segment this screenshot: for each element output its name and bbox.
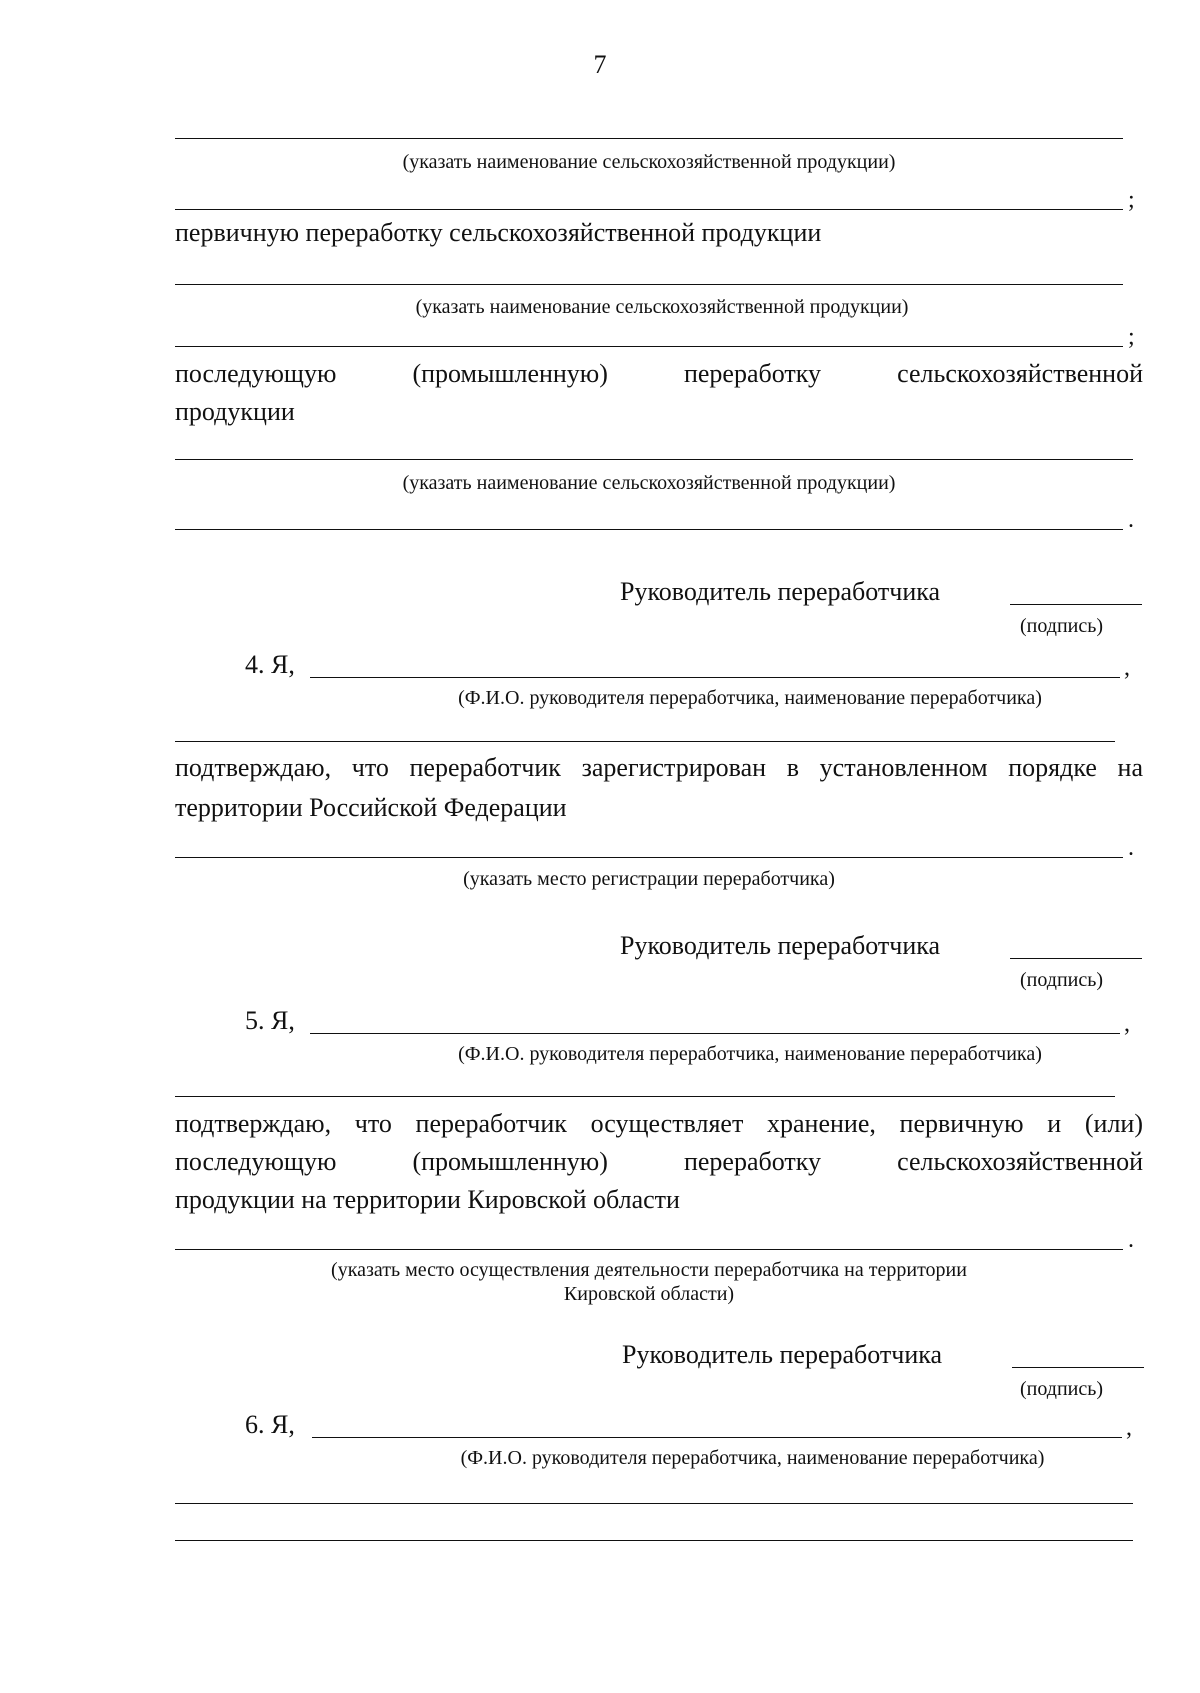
comma: , — [1126, 1415, 1132, 1441]
signature-line[interactable] — [1010, 604, 1142, 605]
item-6-name-line[interactable] — [175, 1503, 1133, 1504]
item-4-number: 4. Я, — [245, 650, 295, 679]
item-5-text-line1: подтверждаю, что переработчик осуществляет хранение, первичную и (или) — [175, 1109, 1143, 1138]
product-name-line-2[interactable] — [175, 209, 1123, 210]
signer-label: Руководитель переработчика — [620, 931, 941, 960]
item-5-text-line3: продукции на территории Кировской области — [175, 1185, 680, 1214]
page-number: 7 — [593, 50, 607, 79]
signature-line[interactable] — [1012, 1367, 1144, 1368]
item-5-text-line2: последующую (промышленную) переработку сельскохозяйственной — [175, 1147, 1143, 1176]
item-4-fio-line[interactable] — [310, 677, 1120, 678]
signer-label: Руководитель переработчика — [620, 577, 941, 606]
comma: , — [1124, 1011, 1130, 1037]
semicolon: ; — [1128, 187, 1135, 213]
item-5-number: 5. Я, — [245, 1006, 295, 1035]
item-4-text-line1: подтверждаю, что переработчик зарегистрирован в установленном порядке на — [175, 753, 1143, 782]
primary-product-line[interactable] — [175, 284, 1123, 285]
item-6-name-line-2[interactable] — [175, 1540, 1133, 1541]
item-5-fio-hint: (Ф.И.О. руководителя переработчика, наименование переработчика) — [458, 1043, 1042, 1065]
semicolon: ; — [1128, 324, 1135, 350]
product-name-hint: (указать наименование сельскохозяйственной продукции) — [402, 151, 896, 173]
item-4-fio-hint: (Ф.И.О. руководителя переработчика, наименование переработчика) — [458, 687, 1042, 709]
subsequent-product-line-2[interactable] — [175, 529, 1123, 530]
product-name-line[interactable] — [175, 138, 1123, 139]
signature-hint: (подпись) — [1020, 1378, 1104, 1400]
comma: , — [1124, 655, 1130, 681]
subsequent-product-line[interactable] — [175, 459, 1133, 460]
signature-hint: (подпись) — [1020, 969, 1104, 991]
item-5-name-line[interactable] — [175, 1096, 1115, 1097]
subsequent-processing-line1: последующую (промышленную) переработку сельскохозяйственной — [175, 359, 1143, 388]
item-5-place-hint-1: (указать место осуществления деятельности переработчика на территории — [331, 1259, 967, 1281]
item-5-fio-line[interactable] — [310, 1033, 1120, 1034]
subsequent-processing-line2: продукции — [175, 397, 295, 426]
signer-label: Руководитель переработчика — [622, 1340, 943, 1369]
item-4-place-hint: (указать место регистрации переработчика) — [463, 868, 835, 890]
item-4-name-line[interactable] — [175, 741, 1115, 742]
signature-line[interactable] — [1010, 958, 1142, 959]
primary-processing-label: первичную переработку сельскохозяйственной продукции — [175, 218, 822, 247]
item-4-text-line2: территории Российской Федерации — [175, 793, 567, 822]
item-5-place-line[interactable] — [175, 1249, 1123, 1250]
subsequent-product-hint: (указать наименование сельскохозяйственной продукции) — [402, 472, 896, 494]
primary-product-hint: (указать наименование сельскохозяйственной продукции) — [415, 296, 909, 318]
item-6-fio-hint: (Ф.И.О. руководителя переработчика, наименование переработчика) — [460, 1447, 1045, 1469]
item-6-fio-line[interactable] — [312, 1437, 1122, 1438]
item-4-place-line[interactable] — [175, 857, 1123, 858]
primary-product-line-2[interactable] — [175, 346, 1123, 347]
item-6-number: 6. Я, — [245, 1410, 295, 1439]
period: . — [1128, 507, 1134, 533]
period: . — [1128, 835, 1134, 861]
period: . — [1128, 1227, 1134, 1253]
signature-hint: (подпись) — [1020, 615, 1104, 637]
item-5-place-hint-2: Кировской области) — [563, 1283, 735, 1305]
